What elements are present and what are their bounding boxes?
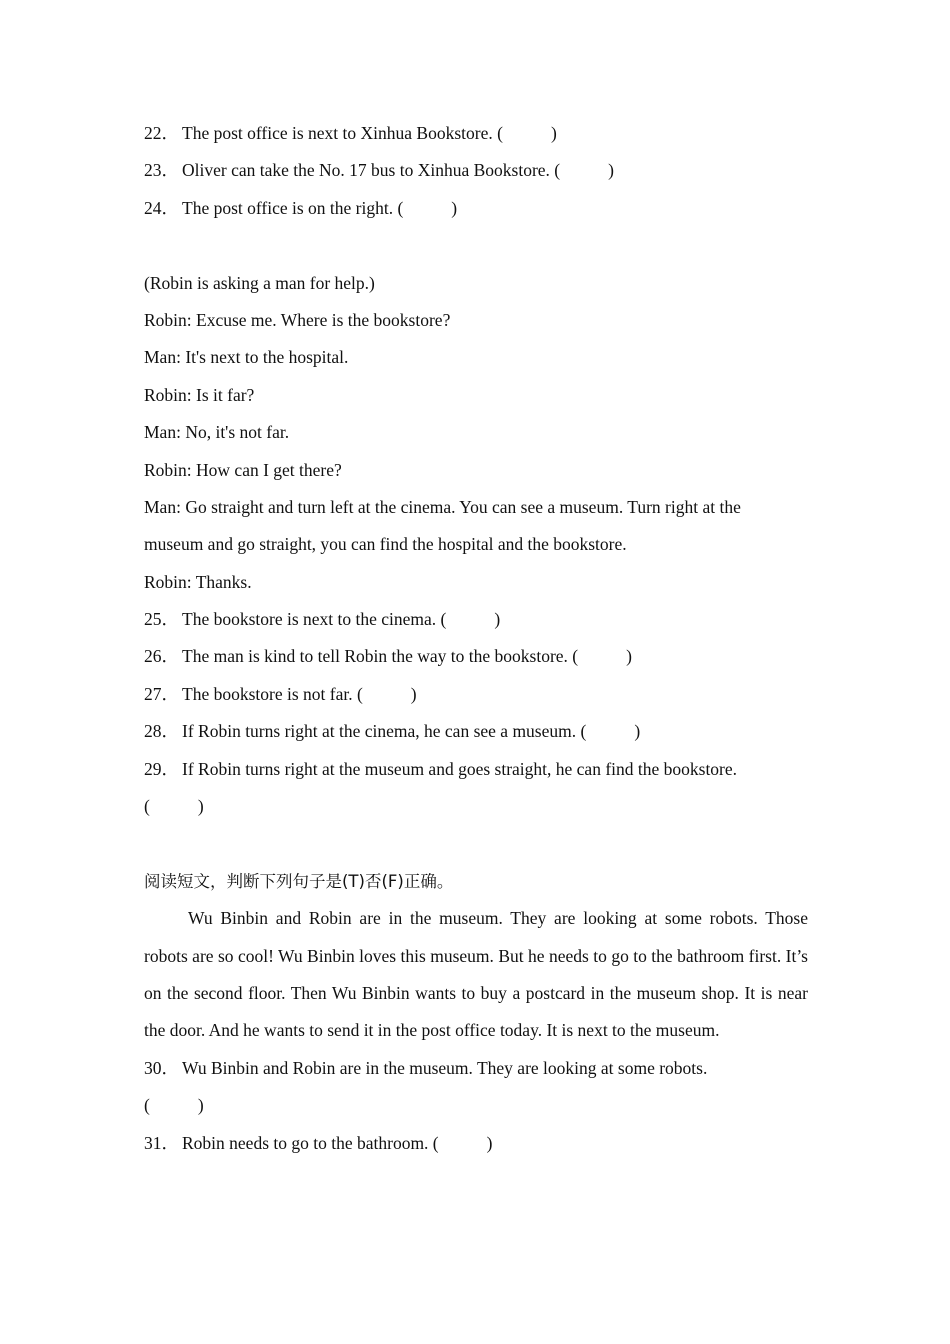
document-page — [144, 115, 808, 1162]
reading-instruction: 阅读短文，判断下列句子是(T)否(F)正确。 — [144, 871, 454, 891]
question-number: 28． — [144, 721, 179, 742]
question-text: Robin needs to go to the bathroom. ( — [182, 1132, 439, 1153]
question-number: 27． — [144, 683, 179, 704]
dialogue-line: Robin: How can I get there? — [144, 459, 342, 480]
dialogue-line: museum and go straight, you can find the hospital and the bookstore. — [144, 534, 627, 555]
question-number: 24． — [144, 197, 179, 218]
question-text: Oliver can take the No. 17 bus to Xinhua Bookstore. ( — [182, 160, 561, 181]
question-28: 28． If Robin turns right at the cinema, he can see a museum. ( ) — [144, 713, 808, 750]
section-gap — [144, 227, 808, 264]
question-23: 23． Oliver can take the No. 17 bus to Xinhua Bookstore. ( ) — [144, 152, 808, 189]
reading-passage: Wu Binbin and Robin are in the museum. They are looking at some robots. Those robots are so cool! Wu Binbin loves this museum. But he needs to go to the bathroom first. It’s on the second floor. Then Wu Binbin wants to buy a postcard in the museum shop. It is near the door. And he wants to send it in the post office today. It is next to the museum. — [144, 908, 808, 1041]
question-24: 24． The post office is on the right. ( ) — [144, 190, 808, 227]
question-text: If Robin turns right at the museum and goes straight, he can find the bookstore. — [182, 758, 738, 779]
question-30-answer: ( ) — [144, 1095, 204, 1116]
question-text: The bookstore is next to the cinema. ( — [182, 609, 447, 630]
question-number: 22． — [144, 123, 179, 143]
question-number: 26． — [144, 646, 179, 667]
question-25: 25． The bookstore is next to the cinema. ( ) — [144, 601, 808, 638]
question-number: 31． — [144, 1132, 179, 1153]
question-number: 29． — [144, 758, 179, 779]
dialogue-intro: (Robin is asking a man for help.) — [144, 272, 375, 293]
dialogue-line: Robin: Excuse me. Where is the bookstore? — [144, 309, 451, 330]
dialogue-line: Man: Go straight and turn left at the cinema. You can see a museum. Turn right at the — [144, 496, 741, 517]
dialogue-line: Man: It's next to the hospital. — [144, 347, 349, 368]
question-31: 31． Robin needs to go to the bathroom. ( ) — [144, 1125, 808, 1162]
question-text: The post office is next to Xinhua Bookstore. ( — [182, 123, 503, 143]
question-number: 25． — [144, 609, 179, 630]
question-30 — [144, 1050, 808, 1087]
question-text: The man is kind to tell Robin the way to the bookstore. ( — [182, 646, 579, 667]
question-text: The bookstore is not far. ( — [182, 683, 363, 704]
question-text: The post office is on the right. ( — [182, 197, 404, 218]
question-26: 26． The man is kind to tell Robin the way to the bookstore. ( ) — [144, 638, 808, 675]
question-29 — [144, 751, 808, 788]
question-text: If Robin turns right at the cinema, he can see a museum. ( — [182, 721, 587, 742]
dialogue-line: Robin: Thanks. — [144, 571, 252, 592]
question-27: 27． The bookstore is not far. ( ) — [144, 676, 808, 713]
question-22: 22． The post office is next to Xinhua Bookstore. ( ) — [144, 115, 808, 152]
dialogue-line: Man: No, it's not far. — [144, 422, 290, 443]
question-29-answer: ( ) — [144, 796, 204, 817]
question-text: Wu Binbin and Robin are in the museum. They are looking at some robots. — [182, 1057, 708, 1078]
question-number: 23． — [144, 160, 179, 181]
section-gap — [144, 825, 808, 862]
dialogue-line: Robin: Is it far? — [144, 384, 255, 405]
question-number: 30． — [144, 1057, 179, 1078]
